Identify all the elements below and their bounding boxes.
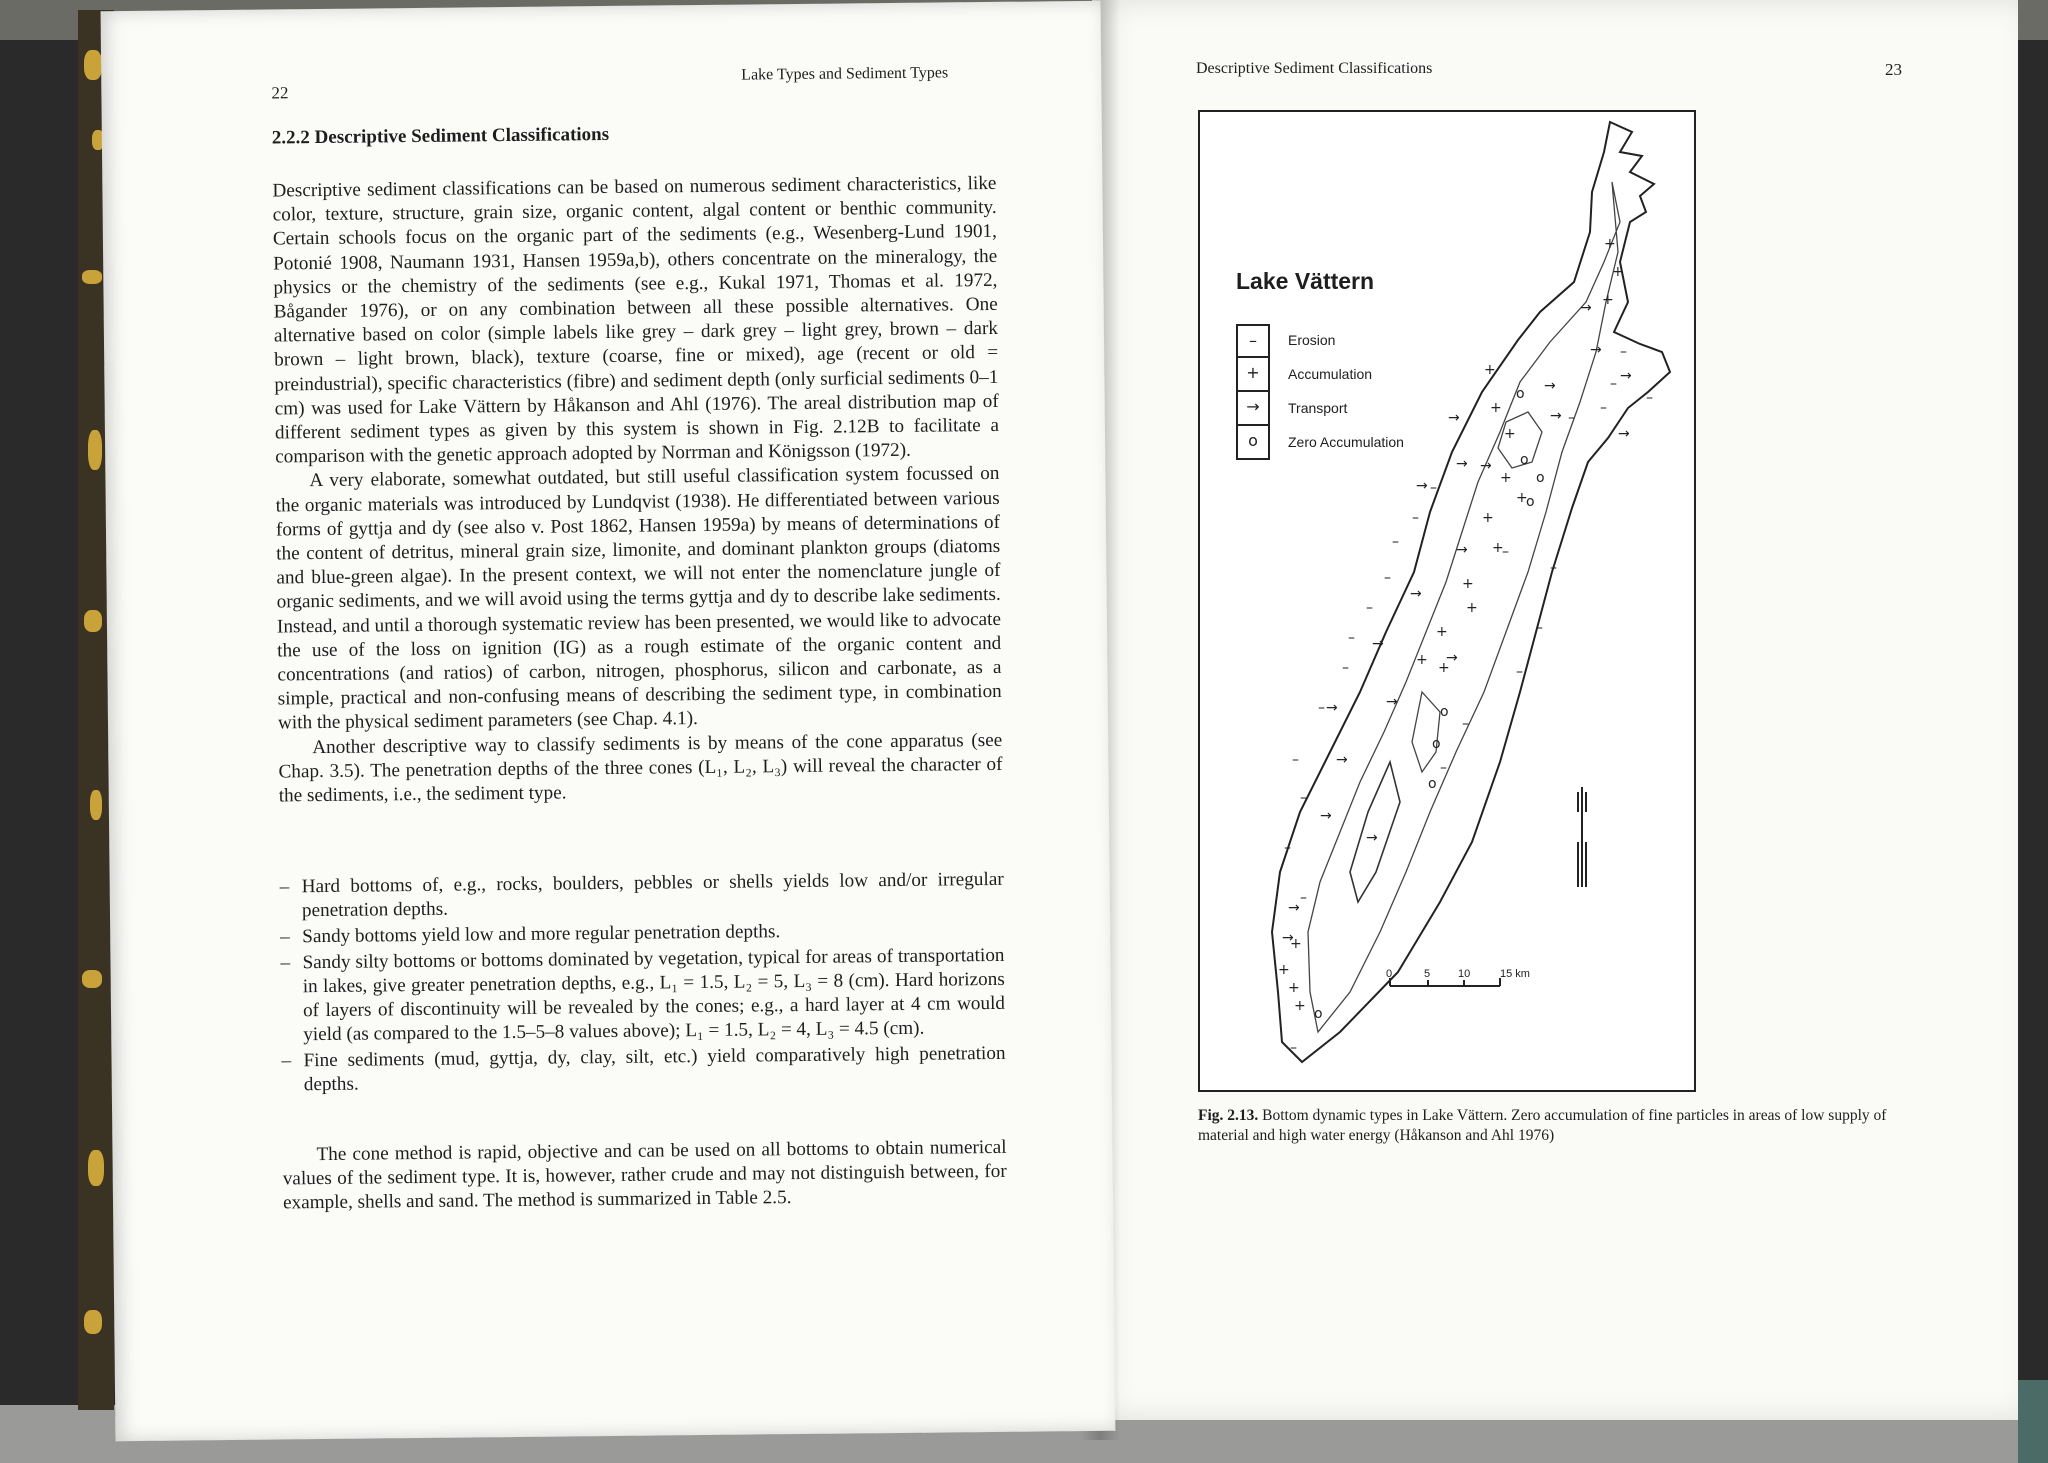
svg-text:+: + bbox=[1492, 540, 1504, 556]
left-running-head: Lake Types and Sediment Types bbox=[741, 64, 949, 84]
svg-text:→: → bbox=[1386, 694, 1398, 710]
background-corner bbox=[2018, 1380, 2048, 1463]
svg-text:+: + bbox=[1438, 660, 1450, 676]
section-heading: 2.2.2 Descriptive Sediment Classifications bbox=[271, 123, 610, 149]
svg-text:–: – bbox=[1300, 890, 1307, 906]
svg-text:→: → bbox=[1288, 900, 1300, 916]
svg-text:+: + bbox=[1290, 936, 1302, 952]
right-running-head: Descriptive Sediment Classifications bbox=[1196, 60, 1433, 77]
svg-text:+: + bbox=[1416, 652, 1428, 668]
map-symbols bbox=[1278, 236, 1653, 1056]
lake-vattern-map-figure bbox=[1198, 110, 1696, 1092]
map-title: Lake Vättern bbox=[1236, 268, 1375, 294]
list-item-text: Sandy bottoms yield low and more regular penetration depths. bbox=[302, 921, 781, 948]
north-arrow-icon bbox=[1578, 787, 1586, 887]
paragraph: Descriptive sediment classifications can be based on numerous sediment characteristics, like color, texture, structure, grain size, organic content, algal content or benthic community. Certain schools focus on the organic part of the sediments (e.g., Wesenberg-Lund 1901, Potonié 1908, Naumann 1931, Hansen 1959a,b), others concentrate on the mineralogy, the physics or the chemistry of the sediments (see e.g., Kukal 1971, Thomas et al. 1972, Bågander 1976), or on any combination between all these possible alternatives. One alternative based on color (simple labels like grey – dark grey – light grey, brown – dark brown – light brown, black), texture (coarse, fine or mixed), age (recent or old = preindustrial), specific characteristics (fibre) and sediment depth (only surficial sediments 0–1 cm) was used for Lake Vättern by Håkanson and Ahl (1976). The areal distribution map of different sediment types as given by this system is shown in Fig. 2.12B to facilitate a comparison with the genetic approach adopted by Norrman and Königsson (1972). bbox=[272, 172, 1000, 468]
svg-text:o: o bbox=[1536, 470, 1545, 486]
legend-label: Erosion bbox=[1288, 332, 1336, 348]
svg-text:+: + bbox=[1516, 490, 1528, 506]
binding-spot bbox=[84, 1310, 102, 1334]
list-item bbox=[281, 1042, 1005, 1098]
binding-spot bbox=[88, 1150, 104, 1186]
svg-text:o: o bbox=[1526, 494, 1535, 510]
svg-text:o: o bbox=[1314, 1006, 1323, 1022]
svg-text:→: → bbox=[1590, 342, 1602, 358]
closing-text bbox=[282, 1136, 1007, 1216]
paragraph: A very elaborate, somewhat outdated, but still useful classification system focussed on the organic materials was introduced by Lundqvist (1938). He differentiated between various forms of gyttja and dy (see also v. Post 1862, Hansen 1959a) by means of determinations of the content of detritus, mineral grain size, limonite, and dominant plankton groups (diatoms and blue-green algae). In the present context, we will not enter the nomenclature jungle of organic sediments, and we will avoid using the terms gyttja and dy to describe lake sediments. Instead, and until a thorough systematic review has been presented, we would like to advocate the use of the loss on ignition (IG) as a rough estimate of the organic content and concentrations (and ratios) of carbon, nitrogen, phosphorus, silicon and carbonate, as a simple, practical and non-confusing means of describing the sediment type, in combination with the physical sediment parameters (see Chap. 4.1). bbox=[275, 463, 1002, 734]
svg-text:–: – bbox=[1284, 840, 1291, 856]
binding-spot bbox=[90, 790, 102, 820]
svg-text:–: – bbox=[1536, 620, 1543, 636]
svg-text:–: – bbox=[1412, 510, 1419, 526]
svg-text:→: → bbox=[1366, 830, 1378, 846]
svg-text:+: + bbox=[1462, 576, 1474, 592]
svg-text:→: → bbox=[1580, 300, 1592, 316]
svg-text:→: → bbox=[1446, 650, 1458, 666]
svg-text:+: + bbox=[1612, 264, 1624, 280]
svg-text:→: → bbox=[1410, 586, 1422, 602]
svg-text:–: – bbox=[1516, 664, 1523, 680]
svg-text:+: + bbox=[1482, 510, 1494, 526]
transport-symbol: → bbox=[1236, 392, 1270, 426]
svg-text:+: + bbox=[1490, 400, 1502, 416]
legend-label: Accumulation bbox=[1288, 366, 1373, 382]
body-text bbox=[272, 172, 1003, 809]
svg-text:→: → bbox=[1416, 478, 1428, 494]
lake-map-drawing bbox=[1200, 112, 1694, 1090]
svg-text:–: – bbox=[1318, 700, 1325, 716]
svg-text:–: – bbox=[1348, 630, 1355, 646]
svg-text:→: → bbox=[1618, 426, 1630, 442]
left-page bbox=[101, 1, 1116, 1441]
caption-label: Fig. 2.13. bbox=[1198, 1107, 1259, 1124]
svg-text:–: – bbox=[1568, 410, 1575, 426]
binding-spot bbox=[84, 610, 102, 632]
list-dash: – bbox=[281, 1050, 292, 1072]
svg-text:o: o bbox=[1432, 736, 1441, 752]
svg-text:+: + bbox=[1604, 236, 1616, 252]
scale-label: 5 bbox=[1424, 968, 1431, 980]
svg-text:–: – bbox=[1600, 400, 1607, 416]
svg-text:+: + bbox=[1602, 292, 1614, 308]
binding-spot bbox=[84, 50, 102, 80]
svg-text:→: → bbox=[1448, 410, 1460, 426]
svg-text:+: + bbox=[1504, 426, 1516, 442]
svg-text:→: → bbox=[1480, 458, 1492, 474]
svg-text:→: → bbox=[1372, 636, 1384, 652]
right-page-number: 23 bbox=[1885, 60, 1902, 79]
svg-text:–: – bbox=[1392, 534, 1399, 550]
svg-text:+: + bbox=[1466, 600, 1478, 616]
svg-text:o: o bbox=[1516, 386, 1525, 402]
svg-text:–: – bbox=[1366, 600, 1373, 616]
svg-text:→: → bbox=[1336, 752, 1348, 768]
scale-label: 10 bbox=[1458, 968, 1471, 980]
svg-text:–: – bbox=[1292, 752, 1299, 768]
svg-text:–: – bbox=[1342, 660, 1349, 676]
accumulation-symbol: + bbox=[1236, 358, 1270, 392]
svg-text:o: o bbox=[1520, 452, 1529, 468]
svg-text:–: – bbox=[1290, 1040, 1297, 1056]
svg-text:+: + bbox=[1294, 998, 1306, 1014]
list-item-text: Fine sediments (mud, gyttja, dy, clay, silt, etc.) yield comparatively high penetration depths. bbox=[303, 1042, 1006, 1096]
svg-text:–: – bbox=[1462, 716, 1469, 732]
list-item bbox=[280, 944, 1005, 1048]
scale-bar bbox=[1390, 978, 1500, 986]
zero-accumulation-symbol: o bbox=[1236, 426, 1270, 460]
legend-label: Zero Accumulation bbox=[1288, 434, 1404, 450]
svg-text:o: o bbox=[1428, 776, 1437, 792]
list-dash: – bbox=[280, 952, 291, 974]
list-item-text: Sandy silty bottoms or bottoms dominated by vegetation, typical for areas of transportation in lakes, give greater penetration depths, e.g., L₁ = 1.5, L₂ = 5, L₃ = 8 (cm). Hard horizons of layers of discontinuity will be revealed by the cones; e.g., a hard layer at 4 cm would yield (as compared to the 1.5–5–8 values above); L₁ = 1.5, L₂ = 4, L₃ = 4.5 (cm). bbox=[302, 944, 1006, 1046]
left-page-number: 22 bbox=[271, 83, 289, 103]
list-item bbox=[280, 868, 1004, 924]
svg-text:→: → bbox=[1326, 700, 1338, 716]
svg-text:–: – bbox=[1300, 790, 1307, 806]
svg-text:→: → bbox=[1282, 930, 1294, 946]
svg-text:–: – bbox=[1430, 480, 1437, 496]
svg-text:→: → bbox=[1544, 378, 1556, 394]
zone-contour bbox=[1308, 182, 1620, 1032]
scale-label: 15 km bbox=[1500, 968, 1530, 980]
svg-text:→: → bbox=[1620, 368, 1632, 384]
svg-text:→: → bbox=[1550, 408, 1562, 424]
list-item-text: Hard bottoms of, e.g., rocks, boulders, pebbles or shells yields low and/or irregular penetration depths. bbox=[301, 868, 1004, 922]
svg-text:–: – bbox=[1502, 544, 1509, 560]
svg-text:→: → bbox=[1456, 456, 1468, 472]
binding-spot bbox=[82, 270, 102, 284]
svg-text:–: – bbox=[1440, 760, 1447, 776]
erosion-symbol: – bbox=[1236, 324, 1270, 358]
paragraph: The cone method is rapid, objective and can be used on all bottoms to obtain numerical values of the sediment type. It is, however, rather crude and may not distinguish between, for example, shells and sand. The method is summarized in Table 2.5. bbox=[282, 1136, 1007, 1214]
svg-text:+: + bbox=[1288, 980, 1300, 996]
caption-text: Bottom dynamic types in Lake Vättern. Zero accumulation of fine particles in areas of low supply of material and high water energy (Håkanson and Ahl 1976) bbox=[1198, 1107, 1887, 1144]
list-dash: – bbox=[279, 876, 290, 898]
svg-text:→: → bbox=[1456, 542, 1468, 558]
zone-contour bbox=[1412, 692, 1440, 772]
list-dash: – bbox=[280, 926, 290, 948]
svg-text:–: – bbox=[1620, 344, 1627, 360]
figure-caption bbox=[1198, 1106, 1908, 1146]
penetration-list bbox=[280, 868, 1006, 1100]
svg-text:–: – bbox=[1610, 376, 1617, 392]
svg-text:+: + bbox=[1500, 470, 1512, 486]
svg-text:o: o bbox=[1440, 704, 1449, 720]
binding-spot bbox=[88, 430, 102, 470]
svg-text:–: – bbox=[1550, 560, 1557, 576]
svg-text:+: + bbox=[1278, 962, 1290, 978]
svg-text:–: – bbox=[1646, 390, 1653, 406]
legend-label: Transport bbox=[1288, 400, 1348, 416]
paragraph: Another descriptive way to classify sediments is by means of the cone apparatus (see Chap. 3.5). The penetration depths of the three cones (L₁, L₂, L₃) will reveal the character of the sediments, i.e., the sediment type. bbox=[278, 729, 1003, 807]
scale-label: 0 bbox=[1386, 968, 1393, 980]
lake-shoreline bbox=[1272, 122, 1670, 1062]
svg-text:+: + bbox=[1484, 362, 1496, 378]
svg-text:→: → bbox=[1320, 808, 1332, 824]
binding-spot bbox=[82, 970, 102, 988]
svg-text:–: – bbox=[1384, 570, 1391, 586]
svg-text:+: + bbox=[1436, 624, 1448, 640]
